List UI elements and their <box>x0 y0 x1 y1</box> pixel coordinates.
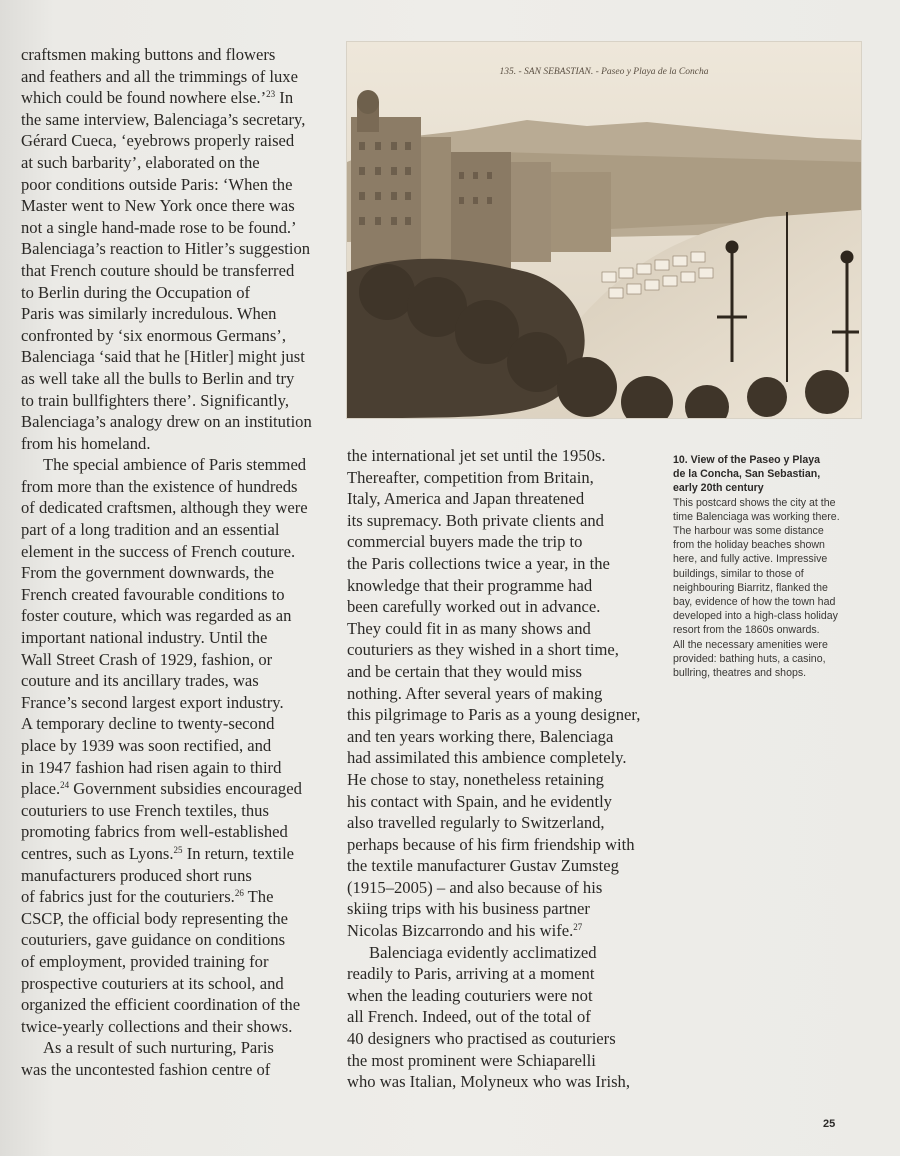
right-column-line: all French. Indeed, out of the total of <box>347 1007 591 1027</box>
left-column-line: organized the efficient coordination of the <box>21 995 301 1015</box>
right-column-line: commercial buyers made the trip to <box>347 532 583 552</box>
left-column-line: prospective couturiers at its school, and <box>21 973 284 993</box>
text-column-right <box>347 445 659 1093</box>
right-column-line: been carefully worked out in advance. <box>347 597 601 617</box>
left-column-line: centres, such as Lyons.$^{25}$ In return, textile <box>21 843 295 863</box>
left-column-line: not a single hand-made rose to be found.’ <box>21 217 297 237</box>
left-column-line: to Berlin during the Occupation of <box>21 282 251 302</box>
left-column-line: place by 1939 was soon rectified, and <box>21 736 272 755</box>
text-column-left <box>21 44 333 1081</box>
right-column-line: (1915–2005) – and also because of his <box>347 877 603 897</box>
right-column-line: had assimilated this ambience completely. <box>347 748 627 768</box>
caption-body-line: buildings, similar to those of <box>673 567 804 580</box>
left-column-line: manufacturers produced short runs <box>21 865 252 885</box>
left-column-line: couturiers, gave guidance on conditions <box>21 930 286 950</box>
right-column-line: 40 designers who practised as couturiers <box>347 1029 616 1049</box>
caption-title-line: de la Concha, San Sebastian, <box>673 468 821 481</box>
left-column-line: Balenciaga ‘said that he [Hitler] might just <box>21 347 305 367</box>
figure-caption <box>673 453 863 680</box>
left-column-line: from his homeland. <box>21 433 151 453</box>
left-column-line: of fabrics just for the couturiers.$^{26}$ The <box>21 887 274 907</box>
left-column-line: confronted by ‘six enormous Germans’, <box>21 325 286 345</box>
caption-title <box>673 453 863 496</box>
left-column-line: place.$^{24}$ Government subsidies encouraged <box>21 779 302 799</box>
right-column-line: this pilgrimage to Paris as a young designer, <box>347 705 641 725</box>
left-column-line: part of a long tradition and an essential <box>21 520 280 540</box>
right-column-line: the international jet set until the 1950s. <box>347 446 606 465</box>
postcard-inscription: 135. - SAN SEBASTIAN. - Paseo y Playa de la Concha <box>499 67 709 77</box>
left-column-line: important national industry. Until the <box>21 628 268 648</box>
caption-body-line: here, and fully active. Impressive <box>673 553 828 566</box>
right-column-line: the most prominent were Schiaparelli <box>347 1050 596 1070</box>
left-column-line: to train bullfighters there’. Significantly, <box>21 390 290 410</box>
left-column-line: in 1947 fashion had risen again to third <box>21 757 282 777</box>
footnote-ref: 24 <box>60 780 70 791</box>
left-column-line: As a result of such nurturing, Paris <box>43 1038 274 1058</box>
right-column-line: Italy, America and Japan threatened <box>347 489 585 509</box>
left-column-line: element in the success of French couture. <box>21 541 296 561</box>
caption-body-line: neighbouring Biarritz, flanked the <box>673 581 828 594</box>
left-column-line: The special ambience of Paris stemmed <box>43 455 307 475</box>
right-column-line: and ten years working there, Balenciaga <box>347 726 614 746</box>
left-column-line: A temporary decline to twenty-second <box>21 714 275 734</box>
left-column-line: France’s second largest export industry. <box>21 692 284 712</box>
left-column-line: couture and its ancillary trades, was <box>21 671 259 691</box>
right-column-line: Balenciaga evidently acclimatized <box>369 942 597 962</box>
right-column-line: perhaps because of his firm friendship with <box>347 834 635 854</box>
right-column-line: readily to Paris, arriving at a moment <box>347 964 595 984</box>
right-column-line: its supremacy. Both private clients and <box>347 510 604 530</box>
caption-body-line: resort from the 1860s onwards. <box>673 624 820 637</box>
left-column-line: Gérard Cueca, ‘eyebrows properly raised <box>21 131 295 151</box>
left-column-line: Master went to New York once there was <box>21 196 295 216</box>
left-column-line: Wall Street Crash of 1929, fashion, or <box>21 649 273 669</box>
right-column-line: who was Italian, Molyneux who was Irish, <box>347 1072 630 1092</box>
right-column-line: also travelled regularly to Switzerland, <box>347 813 605 833</box>
left-column-line: of employment, provided training for <box>21 951 269 971</box>
right-column-line: when the leading couturiers were not <box>347 985 593 1005</box>
postcard-image <box>347 42 861 418</box>
caption-body-line: This postcard shows the city at the <box>673 496 836 509</box>
caption-body-line: time Balenciaga was working there. <box>673 510 840 523</box>
right-column-line: Thereafter, competition from Britain, <box>347 467 594 487</box>
right-column-line: the textile manufacturer Gustav Zumsteg <box>347 856 619 876</box>
caption-title-line: early 20th century <box>673 482 764 495</box>
right-column-line: Nicolas Bizcarrondo and his wife.$^{27}$ <box>347 921 583 941</box>
footnote-ref: 23 <box>266 89 276 100</box>
left-column-line: Paris was similarly incredulous. When <box>21 304 277 324</box>
left-column-line: poor conditions outside Paris: ‘When the <box>21 174 293 194</box>
footnote-ref: 25 <box>173 844 183 855</box>
right-column-line: his contact with Spain, and he evidently <box>347 791 612 811</box>
right-column-line: the Paris collections twice a year, in the <box>347 553 610 573</box>
footnote-ref: 26 <box>234 888 244 899</box>
left-column-line: Balenciaga’s reaction to Hitler’s suggestion <box>21 239 311 259</box>
caption-body-line: from the holiday beaches shown <box>673 539 825 552</box>
right-column-line: couturiers as they wished in a short time, <box>347 640 619 660</box>
left-column-line: that French couture should be transferred <box>21 260 295 280</box>
left-column-line: Balenciaga’s analogy drew on an institution <box>21 412 312 432</box>
caption-body-line: All the necessary amenities were <box>673 638 828 651</box>
left-column-line: at such barbarity’, elaborated on the <box>21 152 260 172</box>
footnote-ref: 27 <box>573 922 583 933</box>
right-column-line: knowledge that their programme had <box>347 575 593 595</box>
left-column-line: which could be found nowhere else.’$^{23}$ In <box>21 88 294 108</box>
page-number: 25 <box>823 1118 836 1130</box>
left-column-line: craftsmen making buttons and flowers <box>21 45 276 64</box>
right-column-line: and be certain that they would miss <box>347 661 583 681</box>
caption-body-line: developed into a high-class holiday <box>673 610 838 623</box>
right-column-line: They could fit in as many shows and <box>347 618 591 638</box>
left-column-line: promoting fabrics from well-established <box>21 822 288 842</box>
right-column-line: skiing trips with his business partner <box>347 899 590 919</box>
left-column-line: as well take all the bulls to Berlin and try <box>21 368 295 388</box>
left-column-line: foster couture, which was regarded as an <box>21 606 292 626</box>
caption-body <box>673 496 863 681</box>
caption-title-line: 10. View of the Paseo y Playa <box>673 454 821 466</box>
left-column-line: and feathers and all the trimmings of luxe <box>21 66 298 86</box>
right-column-line: He chose to stay, nonetheless retaining <box>347 769 604 789</box>
left-column-line: of dedicated craftsmen, although they were <box>21 498 308 518</box>
left-column-line: from more than the existence of hundreds <box>21 476 298 496</box>
postcard-photo <box>347 42 861 418</box>
left-column-line: the same interview, Balenciaga’s secretary, <box>21 109 306 129</box>
right-column-line: nothing. After several years of making <box>347 683 603 703</box>
left-column-line: twice-yearly collections and their shows. <box>21 1016 293 1036</box>
caption-body-line: bullring, theatres and shops. <box>673 667 807 680</box>
left-column-line: From the government downwards, the <box>21 563 275 583</box>
left-column-line: French created favourable conditions to <box>21 584 285 604</box>
left-column-line: couturiers to use French textiles, thus <box>21 800 269 820</box>
caption-body-line: provided: bathing huts, a casino, <box>673 652 826 665</box>
left-column-line: CSCP, the official body representing the <box>21 908 288 928</box>
left-column-line: was the uncontested fashion centre of <box>21 1059 271 1079</box>
caption-body-line: bay, evidence of how the town had <box>673 596 836 609</box>
caption-body-line: The harbour was some distance <box>673 525 824 538</box>
